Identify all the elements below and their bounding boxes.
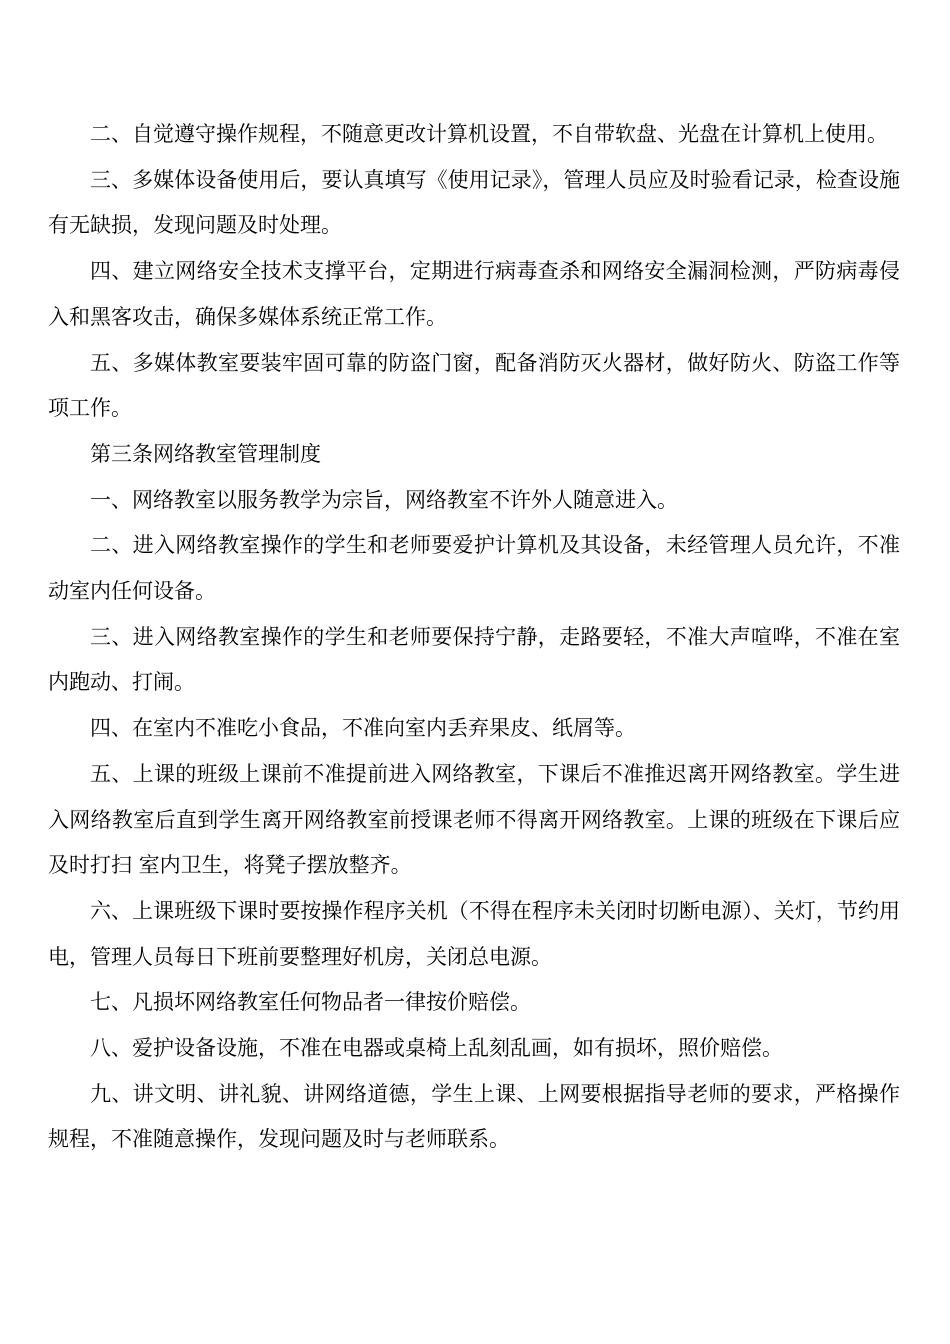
rule-paragraph: 二、进入网络教室操作的学生和老师要爱护计算机及其设备，未经管理人员允许，不准动室内任何设备。 xyxy=(48,533,900,604)
rule-paragraph: 九、讲文明、讲礼貌、讲网络道德，学生上课、上网要根据指导老师的要求，严格操作规程，不准随意操作，发现问题及时与老师联系。 xyxy=(48,1081,900,1152)
rule-paragraph: 二、自觉遵守操作规程，不随意更改计算机设置，不自带软盘、光盘在计算机上使用。 xyxy=(90,122,888,146)
rule-paragraph: 四、在室内不准吃小食品，不准向室内丢弃果皮、纸屑等。 xyxy=(90,716,636,741)
rule-paragraph: 五、上课的班级上课前不准提前进入网络教室，下课后不准推迟离开网络教室。学生进入网络教室后直到学生离开网络教室前授课老师不得离开网络教室。上课的班级在下课后应及时打扫 室内卫生，将凳子摆放整齐。 xyxy=(48,761,900,878)
section-heading: 第三条网络教室管理制度 xyxy=(90,441,321,466)
rule-paragraph: 七、凡损坏网络教室任何物品者一律按价赔偿。 xyxy=(90,990,531,1015)
rule-paragraph: 五、多媒体教室要装牢固可靠的防盗门窗，配备消防灭火器材，做好防火、防盗工作等项工作。 xyxy=(48,350,900,421)
rule-paragraph: 六、上课班级下课时要按操作程序关机（不得在程序未关闭时切断电源）、关灯，节约用电，管理人员每日下班前要整理好机房，关闭总电源。 xyxy=(48,898,900,969)
rule-paragraph: 四、建立网络安全技术支撑平台，定期进行病毒查杀和网络安全漏洞检测，严防病毒侵入和黑客攻击，确保多媒体系统正常工作。 xyxy=(48,259,900,329)
rule-paragraph: 八、爱护设备设施，不准在电器或桌椅上乱刻乱画，如有损坏，照价赔偿。 xyxy=(90,1036,783,1061)
rule-paragraph: 一、网络教室以服务教学为宗旨，网络教室不许外人随意进入。 xyxy=(90,487,678,512)
rule-paragraph: 三、进入网络教室操作的学生和老师要保持宁静，走路要轻，不准大声喧哗，不准在室内跑动、打闹。 xyxy=(48,624,900,695)
document-page xyxy=(48,112,900,1163)
rule-paragraph: 三、多媒体设备使用后，要认真填写《使用记录》，管理人员应及时验看记录，检查设施有无缺损，发现问题及时处理。 xyxy=(48,167,900,238)
